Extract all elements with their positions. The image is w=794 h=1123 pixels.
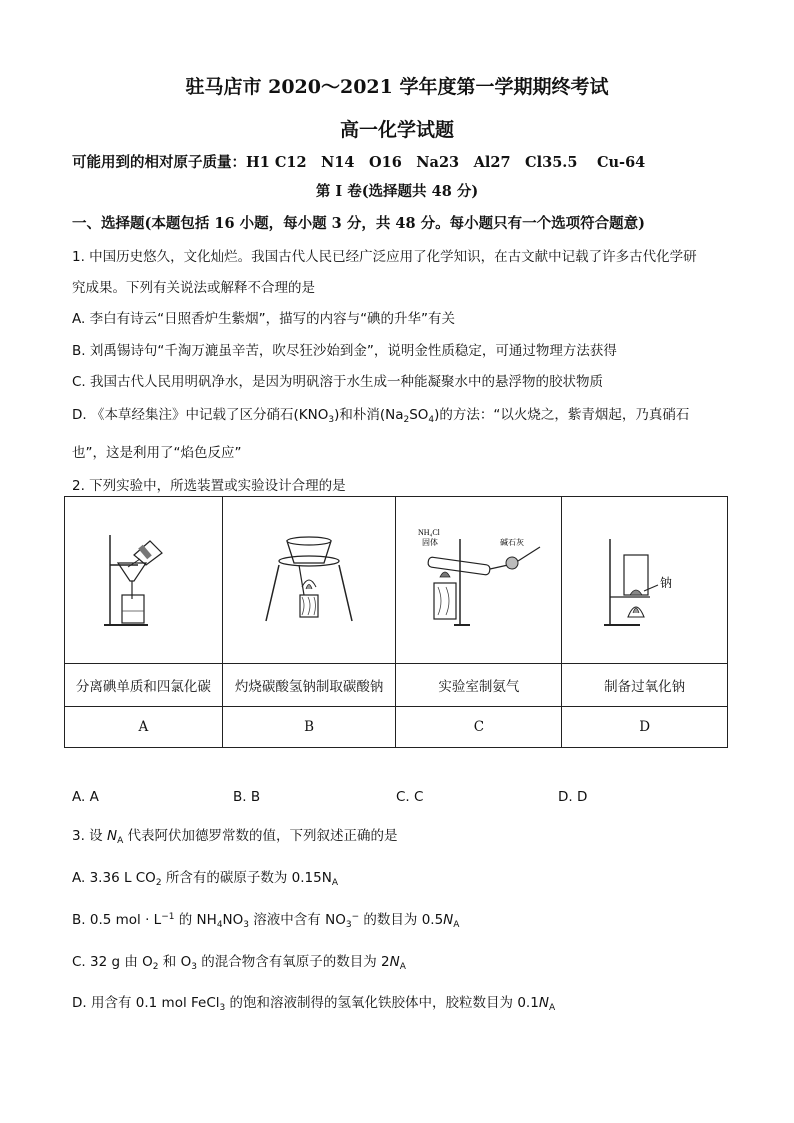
caption-a: 分离碘单质和四氯化碳 bbox=[65, 664, 223, 707]
volume-heading: 第 I 卷(选择题共 48 分) bbox=[315, 183, 479, 200]
letter-c: C bbox=[396, 707, 562, 748]
q2-stem: 2. 下列实验中，所选装置或实验设计合理的是 bbox=[72, 478, 346, 494]
q2-option-a: A. A bbox=[72, 789, 99, 805]
caption-b: 灼烧碳酸氢钠制取碳酸钠 bbox=[222, 664, 396, 707]
q2-option-b: B. B bbox=[233, 789, 261, 805]
caption-c: 实验室制氨气 bbox=[396, 664, 562, 707]
fig-c-label-soda-lime: 碱石灰 bbox=[499, 538, 524, 547]
q1-stem-line2: 究成果。下列有关说法或解释不合理的是 bbox=[72, 280, 315, 296]
sodium-heating-figure bbox=[600, 525, 690, 635]
figure-a-cell bbox=[65, 497, 223, 664]
q2-option-d: D. D bbox=[558, 789, 588, 805]
q1-option-c: C. 我国古代人民用明矾净水，是因为明矾溶于水生成一种能凝聚水中的悬浮物的胶状物质 bbox=[72, 374, 604, 390]
q3-option-c: C. 32 g 由 $O_2$ 和 $O_3$ 的混合物含有氧原子的数目为 $2N_A$ bbox=[72, 954, 406, 972]
q1-option-d: D. 《本草经集注》中记载了区分硝石$(KNO_3)$和朴消$(Na_2SO_4)$的方法：“以火烧之，紫青烟起，乃真硝石 bbox=[72, 407, 690, 425]
letter-a: A bbox=[65, 707, 223, 748]
exam-subtitle: 高一化学试题 bbox=[339, 119, 454, 141]
q1-option-b: B. 刘禹锡诗句“千淘万漉虽辛苦，吹尽狂沙始到金”，说明金性质稳定，可通过物理方法获得 bbox=[72, 343, 617, 359]
q3-option-a: A. 3.36 L $CO_2$ 所含有的碳原子数为 $0.15N_A$ bbox=[72, 870, 338, 888]
caption-d: 制备过氧化钠 bbox=[562, 664, 728, 707]
atomic-masses: 可能用到的相对原子质量：H1 C12 N14 O16 Na23 Al27 Cl35.5 Cu-64 bbox=[72, 154, 646, 171]
crucible-heating-figure bbox=[254, 525, 364, 635]
experiment-table bbox=[64, 496, 728, 748]
figure-b-cell bbox=[222, 497, 396, 664]
fig-d-label-sodium: 钠 bbox=[659, 576, 672, 590]
fig-c-label-solid: 固体 bbox=[421, 538, 438, 547]
q1-option-a: A. 李白有诗云“日照香炉生紫烟”，描写的内容与“碘的升华”有关 bbox=[72, 311, 456, 327]
separation-apparatus-figure bbox=[98, 525, 188, 635]
q1-option-d-line2: 也”，这是利用了“焰色反应” bbox=[72, 445, 242, 461]
ammonia-preparation-figure bbox=[414, 525, 544, 635]
q3-stem: 3. 设 $N_A$ 代表阿伏加德罗常数的值，下列叙述正确的是 bbox=[72, 828, 398, 846]
section-heading: 一、选择题(本题包括 16 小题，每小题 3 分，共 48 分。每小题只有一个选项符合题意) bbox=[72, 215, 645, 232]
figure-d-cell bbox=[562, 497, 728, 664]
q1-stem-line1: 1. 中国历史悠久，文化灿烂。我国古代人民已经广泛应用了化学知识，在古文献中记载了许多古代化学研 bbox=[72, 249, 697, 265]
letter-d: D bbox=[562, 707, 728, 748]
q3-option-b: B. 0.5 mol · $L^{-1}$ 的 $NH_4NO_3$ 溶液中含有 $NO_3^-$ 的数目为 $0.5N_A$ bbox=[72, 912, 460, 930]
fig-c-label-nh4cl: NH₄Cl bbox=[417, 528, 440, 537]
exam-title: 驻马店市 2020～2021 学年度第一学期期终考试 bbox=[185, 76, 609, 98]
letter-b: B bbox=[222, 707, 396, 748]
figure-c-cell bbox=[396, 497, 562, 664]
q2-option-c: C. C bbox=[396, 789, 424, 805]
q3-option-d: D. 用含有 0.1 mol FeCl$_3$ 的饱和溶液制得的氢氧化铁胶体中，胶粒数目为 $0.1N_A$ bbox=[72, 995, 556, 1013]
